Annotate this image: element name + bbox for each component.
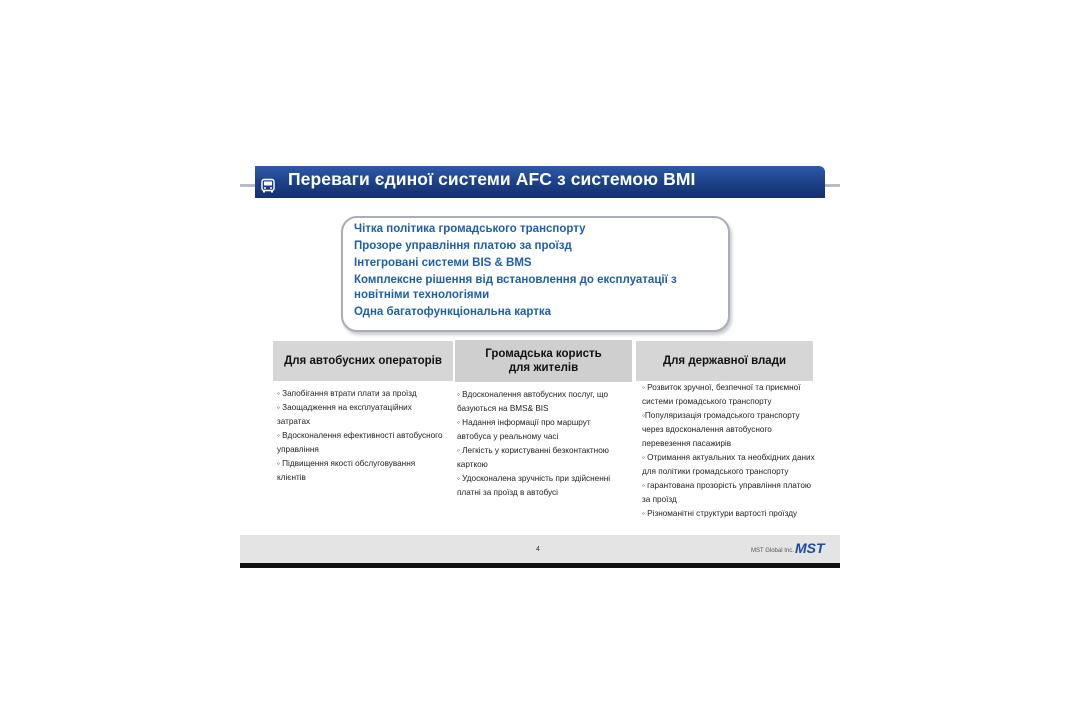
list-item: ◦ Легкість у користуванні безконтактною карткою <box>457 446 609 469</box>
list-item: ◦ Заощадження на експлуатаційних затратах <box>277 403 412 426</box>
column-header-label-line2: для жителів <box>508 362 579 374</box>
mst-logo: MST <box>795 540 825 556</box>
column-header-government <box>636 341 813 381</box>
footer-band <box>240 535 840 565</box>
list-item: ◦ Вдосконалення автобусних послуг, що базуються на BMS& BIS <box>457 390 609 413</box>
slide-title: Переваги єдиної системи AFC з системою BMI <box>288 169 696 189</box>
list-item: ◦ Різноманітні структури вартості проїзду <box>642 509 798 518</box>
title-rule-left <box>240 184 256 187</box>
benefit-item: Комплексне рішення від встановлення до експлуатації з новітніми технологіями <box>354 274 677 301</box>
benefits-list <box>354 222 719 322</box>
list-item: ◦ Розвиток зручної, безпечної та приємної системи громадського транспорту <box>642 383 801 406</box>
column-operators-list <box>277 387 445 485</box>
column-header-label-line1: Громадська користь <box>485 348 602 360</box>
list-item: ◦ Надання інформації про маршрут автобуса у реальному часі <box>457 418 591 441</box>
company-name: MST Global Inc. <box>751 548 794 554</box>
list-item: ◦ Підвищення якості обслуговування клієнтів <box>277 459 416 482</box>
benefits-box <box>341 216 730 332</box>
column-header-label: Для державної влади <box>662 355 787 367</box>
column-header-label: Для автобусних операторів <box>284 355 442 367</box>
column-residents-list <box>457 388 625 500</box>
bus-icon <box>260 178 276 194</box>
column-header-residents <box>455 340 632 382</box>
list-item: ◦ гарантована прозорість управління платою за проїзд <box>642 481 812 504</box>
benefit-item: Чітка політика громадського транспорту <box>354 223 586 235</box>
list-item: ◦ Запобігання втрати плати за проїзд <box>277 389 417 398</box>
slide <box>240 160 840 570</box>
page-number: 4 <box>536 546 540 553</box>
benefit-item: Одна багатофункціональна картка <box>354 305 552 318</box>
benefit-item: Інтегровані системи BIS & BMS <box>354 257 532 269</box>
list-item: ◦Популяризація громадського транспорту через вдосконалення автобусного перевезення пасажирів <box>642 411 800 448</box>
benefit-item: Прозоре управління платою за проїзд <box>354 240 572 252</box>
list-item: ◦ Отримання актуальних та необхідних даних для політики громадського транспорту <box>642 453 815 476</box>
column-header-operators <box>273 341 453 381</box>
list-item: ◦ Удосконалена зручність при здійсненні платні за проїзд в автобусі <box>457 474 611 497</box>
list-item: ◦ Вдосконалення ефективності автобусного управління <box>277 431 443 454</box>
footer-rule <box>240 563 840 568</box>
title-rule-right <box>825 184 840 187</box>
column-government-list <box>642 381 816 521</box>
